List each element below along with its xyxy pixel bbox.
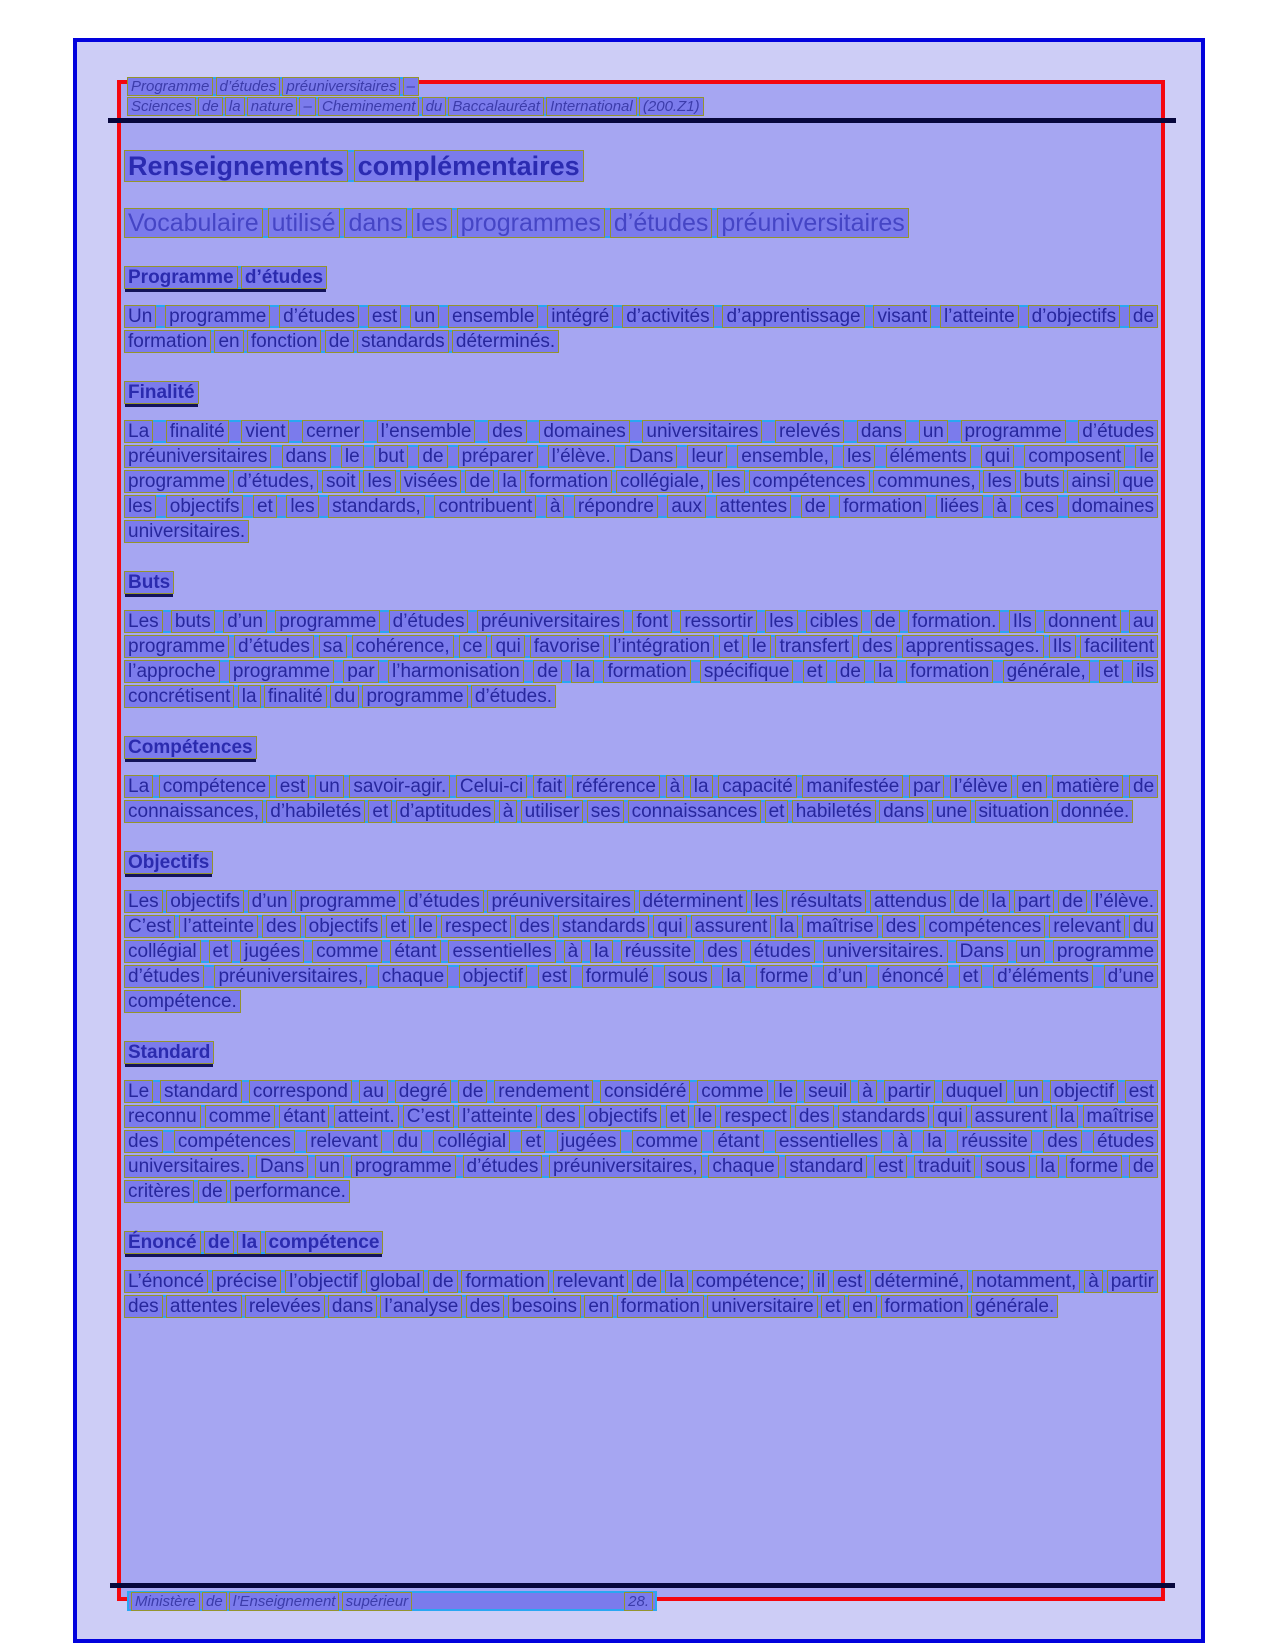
section-paragraph: L’énoncé précise l’objectif global de formation relevant de la compétence; il est déterminé, notamment, à partir des attentes relevées dans l’analyse des besoins en formation universitaire et en formation générale. [125,1269,1157,1319]
section-heading: Standard [125,1041,1157,1065]
document-section [125,736,1157,824]
section-paragraph: Un programme d’études est un ensemble intégré d’activités d’apprentissage visant l’atteinte d’objectifs de formation en fonction de standards déterminés. [125,304,1157,354]
section-paragraph: Les objectifs d’un programme d’études préuniversitaires déterminent les résultats attendus de la part de l’élève. C’est l’atteinte des objectifs et le respect des standards qui assurent la maîtrise des compétences relevant du collégial et jugées comme étant essentielles à la réussite des études universitaires. Dans un programme d’études préuniversitaires, chaque objectif est formulé sous la forme d’un énoncé et d’éléments d’une compétence. [125,889,1157,1014]
document-section [125,266,1157,354]
section-heading: Buts [125,571,1157,595]
section-heading: Objectifs [125,851,1157,875]
sections [125,266,1157,1319]
section-heading: Programme d’études [125,266,1157,290]
document-section [125,571,1157,709]
header-rule [108,118,1176,123]
footer-label: Ministère de l’Enseignement supérieur [132,1593,411,1610]
page-title: Renseignements complémentaires [125,149,1157,183]
footer-rule [110,1583,1175,1588]
document-section [125,851,1157,1014]
document-body [121,149,1161,1319]
page-frame [73,38,1205,1643]
document-footer [127,1591,657,1611]
section-heading: Compétences [125,736,1157,760]
section-paragraph: La finalité vient cerner l’ensemble des domaines universitaires relevés dans un programme d’études préuniversitaires dans le but de préparer l’élève. Dans leur ensemble, les éléments qui composent le programme d’études, soit les visées de la formation collégiale, les compétences communes, les buts ainsi que les objectifs et les standards, contribuent à répondre aux attentes de formation liées à ces domaines universitaires. [125,419,1157,544]
section-paragraph: La compétence est un savoir-agir. Celui-ci fait référence à la capacité manifestée par l’élève en matière de connaissances, d’habiletés et d’aptitudes à utiliser ses connaissances et habiletés dans une situation donnée. [125,774,1157,824]
page-subtitle: Vocabulaire utilisé dans les programmes d’études préuniversitaires [125,207,1157,239]
document-header [121,77,1161,117]
section-heading: Finalité [125,381,1157,405]
header-line-2: Sciences de la nature – Cheminement du Baccalauréat International (200.Z1) [128,97,1157,117]
page-number: 28. [625,1593,652,1610]
content-panel [117,78,1165,1610]
document-section [125,1041,1157,1204]
header-line-1: Programme d’études préuniversitaires – [128,77,1157,97]
section-paragraph: Le standard correspond au degré de rendement considéré comme le seuil à partir duquel un objectif est reconnu comme étant atteint. C’est l’atteinte des objectifs et le respect des standards qui assurent la maîtrise des compétences relevant du collégial et jugées comme étant essentielles à la réussite des études universitaires. Dans un programme d’études préuniversitaires, chaque standard est traduit sous la forme de critères de performance. [125,1079,1157,1204]
section-paragraph: Les buts d’un programme d’études préuniversitaires font ressortir les cibles de formation. Ils donnent au programme d’études sa cohérence, ce qui favorise l’intégration et le transfert des apprentissages. Ils facilitent l’approche programme par l’harmonisation de la formation spécifique et de la formation générale, et ils concrétisent la finalité du programme d’études. [125,609,1157,709]
document-section [125,1231,1157,1319]
section-heading: Énoncé de la compétence [125,1231,1157,1255]
document-section [125,381,1157,544]
